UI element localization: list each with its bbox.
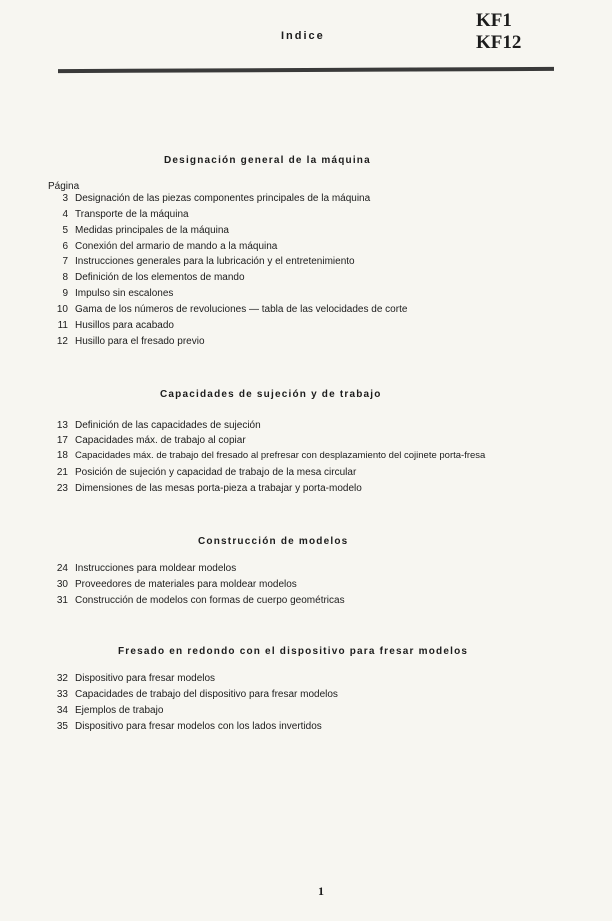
toc-page-number: 12 [56, 336, 68, 347]
toc-page-number: 34 [56, 705, 68, 716]
toc-page-number: 8 [62, 272, 68, 283]
section-title-fresado: Fresado en redondo con el dispositivo para fresar modelos [118, 646, 469, 657]
toc-entry-text: Gama de los números de revoluciones — tabla de las velocidades de corte [75, 304, 408, 315]
toc-page-number: 11 [57, 320, 68, 331]
toc-entry-text: Definición de las capacidades de sujeción [75, 420, 261, 431]
toc-page-number: 17 [56, 435, 68, 446]
toc-entry-text: Construcción de modelos con formas de cuerpo geométricas [75, 595, 345, 606]
toc-entry-text: Impulso sin escalones [75, 288, 174, 299]
toc-entry-text: Proveedores de materiales para moldear modelos [75, 579, 297, 590]
toc-entry-text: Husillos para acabado [75, 320, 174, 331]
toc-page-number: 5 [62, 225, 68, 236]
section-title-construccion: Construcción de modelos [198, 536, 349, 547]
toc-entry-text: Capacidades máx. de trabajo al copiar [75, 435, 246, 446]
toc-page-number: 10 [56, 304, 68, 315]
toc-entry-text: Instrucciones para moldear modelos [75, 563, 237, 574]
toc-page-number: 30 [56, 579, 68, 590]
model-codes [476, 10, 521, 54]
toc-entry-text: Designación de las piezas componentes principales de la máquina [75, 193, 371, 204]
pagina-label: Página [48, 181, 80, 192]
toc-entry-text: Posición de sujeción y capacidad de trabajo de la mesa circular [75, 467, 357, 478]
page-title: Indice [281, 30, 325, 42]
page-number: 1 [318, 884, 324, 898]
toc-page-number: 3 [62, 193, 68, 204]
toc-page-number: 9 [62, 288, 68, 299]
toc-entry-text: Dimensiones de las mesas porta-pieza a trabajar y porta-modelo [75, 483, 362, 494]
toc-entry-text: Instrucciones generales para la lubricación y el entretenimiento [75, 256, 355, 267]
toc-entry-text: Capacidades de trabajo del dispositivo para fresar modelos [75, 689, 338, 700]
toc-page-number: 35 [56, 721, 68, 732]
model-code-kf1: KF1 [476, 10, 512, 31]
toc-page-number: 33 [56, 689, 68, 700]
toc-page-number: 6 [62, 241, 68, 252]
toc-page-number: 24 [56, 563, 68, 574]
toc-page-number: 21 [56, 467, 68, 478]
model-code-kf12: KF12 [476, 32, 522, 53]
toc-entry-text: Ejemplos de trabajo [75, 705, 164, 716]
header-rule [58, 67, 554, 73]
toc-page-number: 18 [56, 450, 68, 461]
toc-entry-text: Transporte de la máquina [75, 209, 189, 220]
toc-page-number: 32 [56, 673, 68, 684]
toc-entry-text: Dispositivo para fresar modelos con los lados invertidos [75, 721, 322, 732]
toc-page-number: 4 [62, 209, 68, 220]
section-title-designacion: Designación general de la máquina [164, 155, 371, 166]
toc-entry-text: Dispositivo para fresar modelos [75, 673, 216, 684]
section-title-capacidades: Capacidades de sujeción y de trabajo [160, 389, 382, 400]
toc-entry-text: Medidas principales de la máquina [75, 225, 229, 236]
toc-page-number: 31 [56, 595, 68, 606]
toc-page-number: 13 [56, 420, 68, 431]
toc-page-number: 23 [56, 483, 68, 494]
toc-entry-text: Husillo para el fresado previo [75, 336, 205, 347]
toc-entry-text: Conexión del armario de mando a la máquina [75, 241, 278, 252]
toc-page-number: 7 [62, 256, 68, 267]
toc-entry-text: Capacidades máx. de trabajo del fresado al prefresar con desplazamiento del cojinete porta-fresa [75, 450, 486, 461]
toc-entry-text: Definición de los elementos de mando [75, 272, 245, 283]
